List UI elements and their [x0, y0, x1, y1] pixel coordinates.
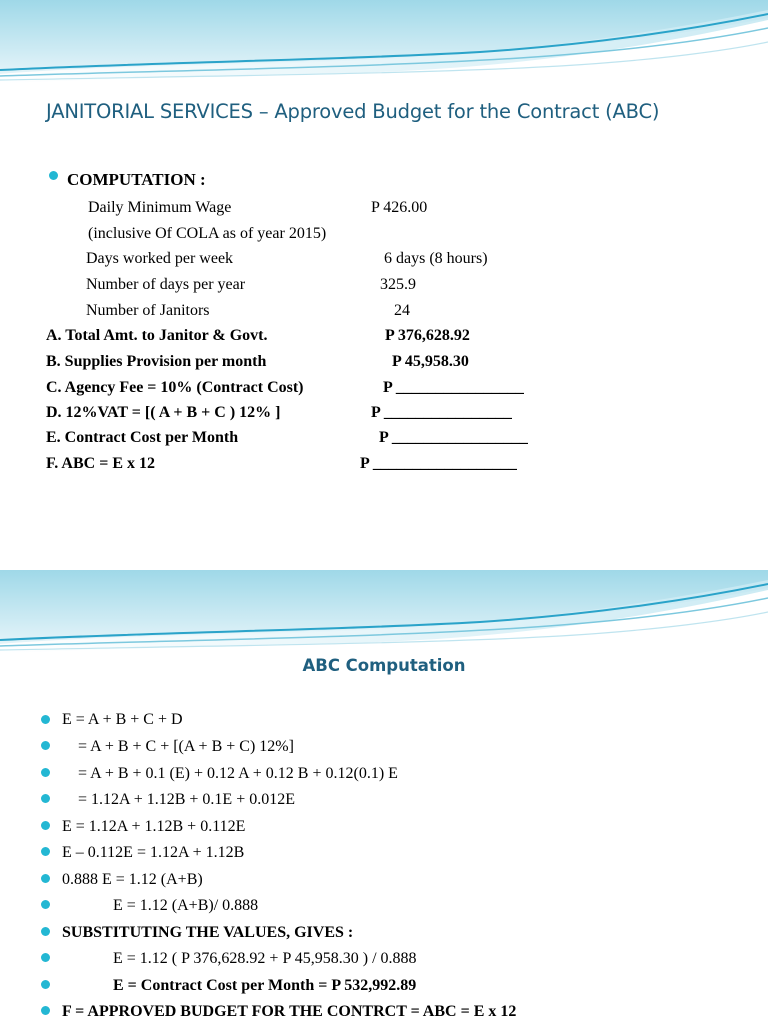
- row-label: Number of Janitors: [86, 302, 210, 319]
- bullet-icon: [41, 927, 50, 936]
- row-label: C. Agency Fee = 10% (Contract Cost): [46, 379, 304, 396]
- bullet-icon: [41, 715, 50, 724]
- header-wave-decoration: [0, 570, 768, 670]
- equation-line: = A + B + 0.1 (E) + 0.12 A + 0.12 B + 0.12(0.1) E: [78, 765, 398, 782]
- bullet-icon: [41, 794, 50, 803]
- row-label: A. Total Amt. to Janitor & Govt.: [46, 327, 268, 344]
- equation-line: = A + B + C + [(A + B + C) 12%]: [78, 738, 294, 755]
- slide-title: JANITORIAL SERVICES – Approved Budget for the Contract (ABC): [46, 100, 660, 123]
- row-label: Daily Minimum Wage: [88, 199, 232, 216]
- row-value: P 45,958.30: [392, 353, 469, 370]
- bullet-icon: [41, 980, 50, 989]
- equation-line: E – 0.112E = 1.12A + 1.12B: [62, 844, 245, 861]
- row-value: P 426.00: [371, 199, 428, 216]
- row-label: (inclusive Of COLA as of year 2015): [88, 225, 327, 242]
- bullet-icon: [49, 171, 58, 180]
- row-value: P ________________: [371, 404, 512, 421]
- header-wave-decoration: [0, 0, 768, 100]
- row-label: B. Supplies Provision per month: [46, 353, 267, 370]
- equation-line: = 1.12A + 1.12B + 0.1E + 0.012E: [78, 791, 295, 808]
- row-value: P 376,628.92: [385, 327, 470, 344]
- equation-line: E = 1.12A + 1.12B + 0.112E: [62, 818, 246, 835]
- slide-abc-computation: [0, 570, 768, 1024]
- equation-line: E = Contract Cost per Month = P 532,992.89: [113, 977, 417, 994]
- row-label: E. Contract Cost per Month: [46, 429, 239, 446]
- equation-line: F = APPROVED BUDGET FOR THE CONTRCT = ABC = E x 12: [62, 1003, 517, 1020]
- row-value: P __________________: [360, 455, 517, 472]
- row-value: 6 days (8 hours): [384, 250, 488, 267]
- row-label: Number of days per year: [86, 276, 246, 293]
- equation-line: SUBSTITUTING THE VALUES, GIVES :: [62, 924, 354, 941]
- row-label: Days worked per week: [86, 250, 234, 267]
- row-label: D. 12%VAT = [( A + B + C ) 12% ]: [46, 404, 281, 421]
- computation-heading: COMPUTATION :: [67, 170, 206, 189]
- bullet-icon: [41, 1006, 50, 1015]
- row-value: 24: [394, 302, 410, 319]
- slide-title: ABC Computation: [302, 656, 466, 675]
- row-label: F. ABC = E x 12: [46, 455, 155, 472]
- bullet-icon: [41, 768, 50, 777]
- bullet-icon: [41, 821, 50, 830]
- row-value: 325.9: [380, 276, 416, 293]
- row-value: P _________________: [379, 429, 528, 446]
- bullet-icon: [41, 874, 50, 883]
- row-value: P ________________: [383, 379, 524, 396]
- equation-line: E = 1.12 ( P 376,628.92 + P 45,958.30 ) / 0.888: [113, 950, 417, 967]
- equation-line: 0.888 E = 1.12 (A+B): [62, 871, 203, 888]
- bullet-icon: [41, 847, 50, 856]
- bullet-icon: [41, 953, 50, 962]
- bullet-icon: [41, 900, 50, 909]
- equation-line: E = 1.12 (A+B)/ 0.888: [113, 897, 259, 914]
- equation-line: E = A + B + C + D: [62, 711, 183, 728]
- bullet-icon: [41, 741, 50, 750]
